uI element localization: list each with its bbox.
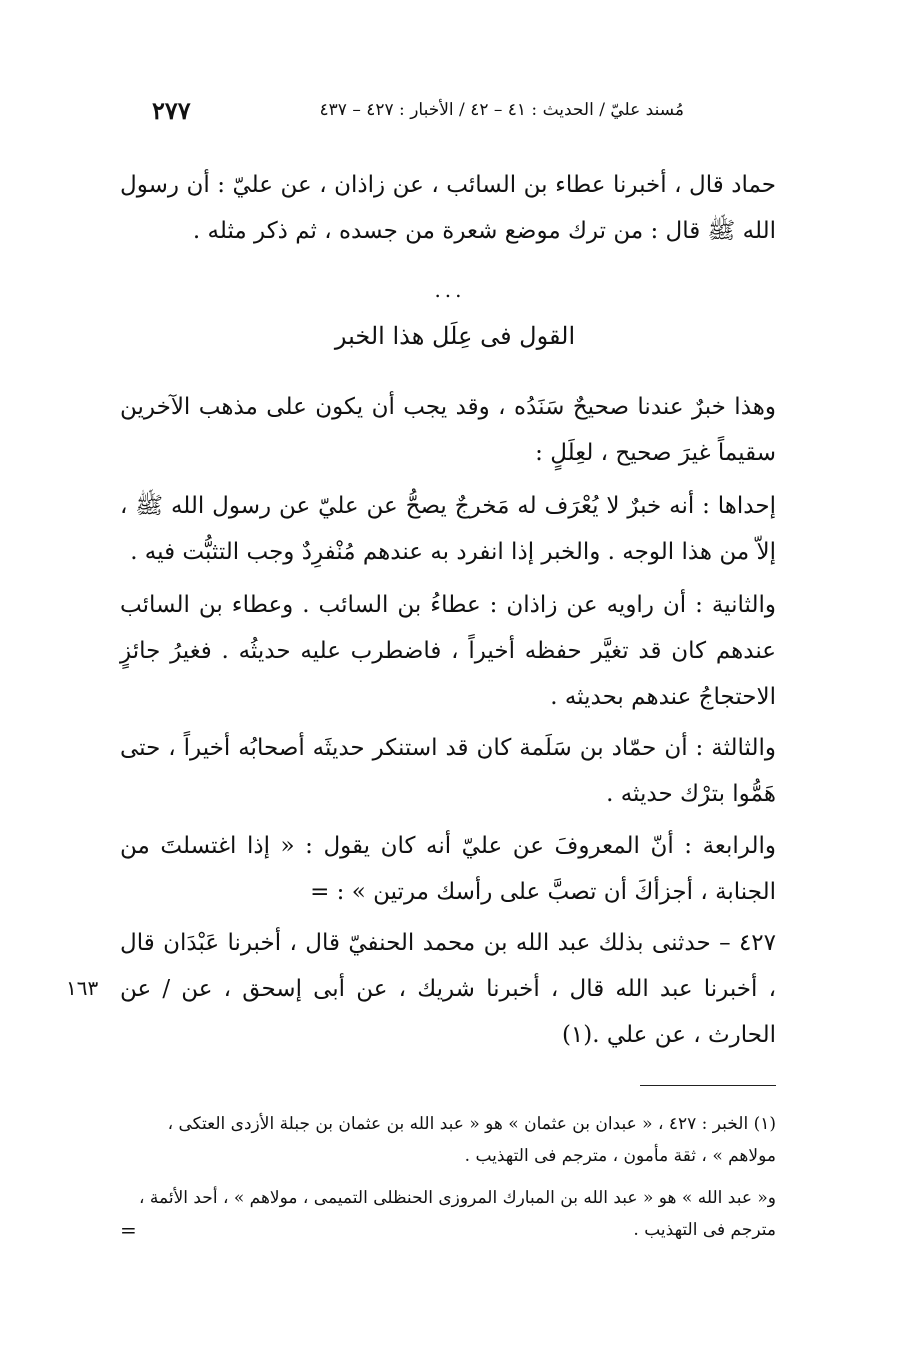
paragraph-7: ٤٢٧ – حدثنى بذلك عبد الله بن محمد الحنفيّ قال ، أخبرنا عَبْدَان قال ، أخبرنا عبد الله قال ، أخبرنا شريك ، عن أبى إسحق ، عن / عن الحارث ، عن علي .(١) — [120, 930, 776, 1048]
section-heading: القول فى عِلَل هذا الخبر — [334, 322, 576, 350]
page-number: ٢٧٧ — [152, 96, 191, 125]
footnote-1: (١) الخبر : ٤٢٧ ، « عبدان بن عثمان » هو « عبد الله بن عثمان بن جبلة الأزدى العتكى ، مولاهم » ، ثقة مأمون ، مترجم فى التهذيب . — [167, 1114, 776, 1166]
paragraph-2: وهذا خبرٌ عندنا صحيحٌ سَنَدُه ، وقد يجب أن يكون على مذهب الآخرين سقيماً غيرَ صحيح ، لعِلَلٍ : — [120, 394, 776, 466]
continuation-mark: = — [120, 1218, 137, 1242]
paragraph-5: والثالثة : أن حمّاد بن سَلَمة كان قد استنكر حديثَه أصحابُه أخيراً ، حتى هَمُّوا بترْك حديثه . — [120, 735, 776, 807]
paragraph-6: والرابعة : أنّ المعروفَ عن عليّ أنه كان يقول : « إذا اغتسلتَ من الجنابة ، أجزأكَ أن تصبَّ على رأسك مرتين » : = — [120, 833, 776, 905]
paragraph-1: حماد قال ، أخبرنا عطاء بن السائب ، عن زاذان ، عن عليّ : أن رسول الله ﷺ قال : من ترك موضع شعرة من جسده ، ثم ذكر مثله . — [120, 172, 776, 244]
footnote-2: و« عبد الله » هو « عبد الله بن المبارك المروزى الحنظلى التميمى ، مولاهم » ، أحد الأئمة ، مترجم فى التهذيب . — [139, 1188, 776, 1240]
running-title: مُسند عليّ / الحديث : ٤١ – ٤٢ / الأخبار : ٤٢٧ – ٤٣٧ — [319, 100, 684, 120]
footnote-divider — [640, 1085, 776, 1086]
margin-page-number: ١٦٣ — [66, 976, 99, 1000]
paragraph-4: والثانية : أن راويه عن زاذان : عطاءُ بن السائب . وعطاء بن السائب عندهم كان قد تغيَّر حفظه أخيراً ، فاضطرب عليه حديثُه . فغيرُ جائزٍ الاحتجاجُ عندهم بحديثه . — [120, 592, 776, 710]
section-separator: ... — [434, 278, 466, 302]
paragraph-3: إحداها : أنه خبرٌ لا يُعْرَف له مَخرجٌ يصحُّ عن عليّ عن رسول الله ﷺ ، إلاّ من هذا الوجه . والخبر إذا انفرد به عندهم مُنْفرِدٌ وجب التثبُّت فيه . — [120, 493, 776, 565]
